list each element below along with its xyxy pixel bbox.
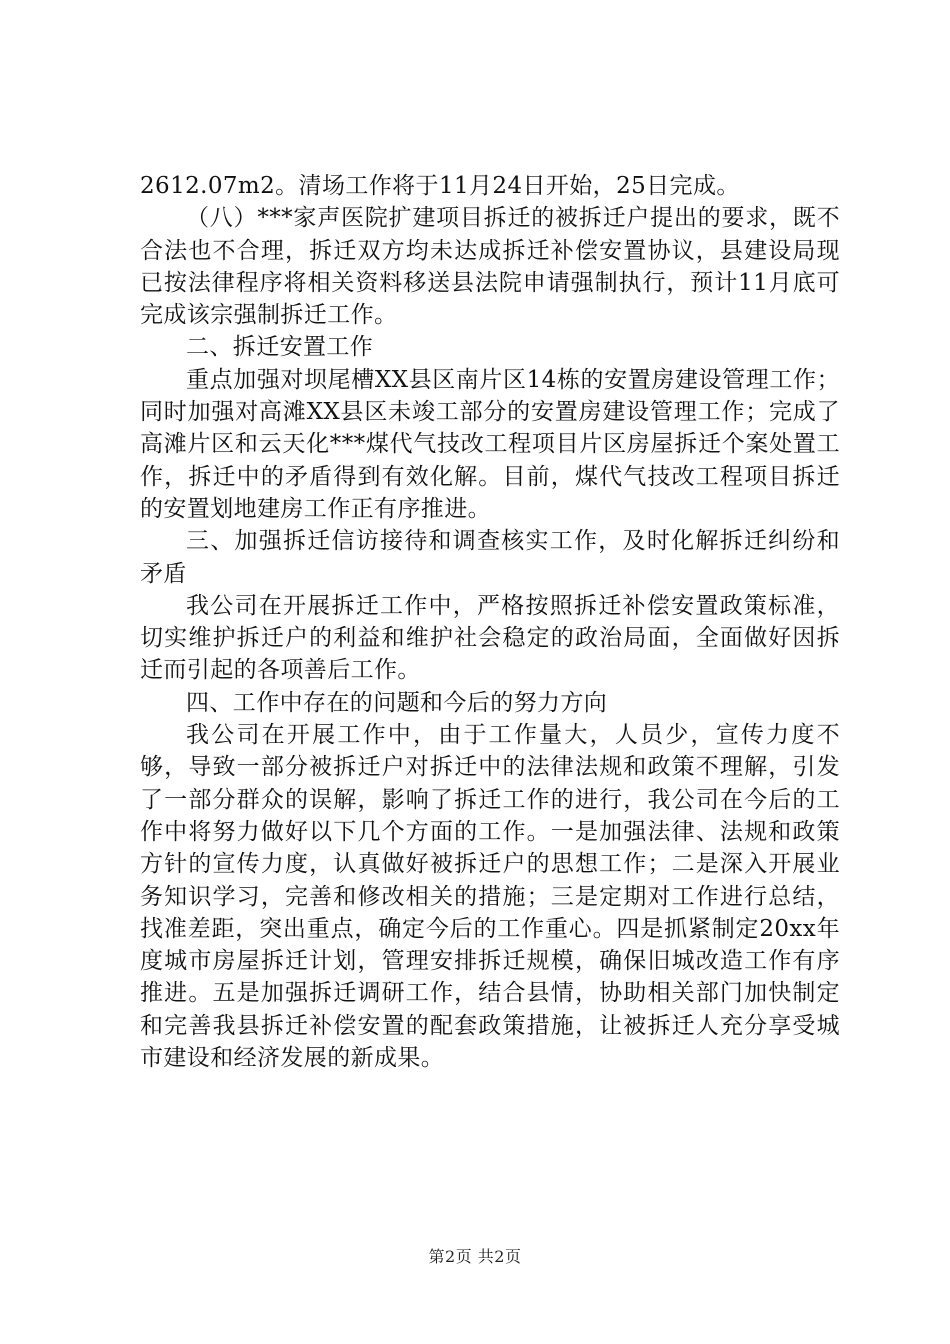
page-number-footer: 第2页 共2页: [428, 1247, 522, 1266]
section-heading-2: 二、拆迁安置工作: [186, 334, 374, 361]
paragraph-section-4: 我公司在开展工作中，由于工作量大，人员少，宣传力度不够，导致一部分被拆迁户对拆迁中的法律法规和政策不理解，引发了一部分群众的误解，影响了拆迁工作的进行，我公司在今后的工作中将努力做好以下几个方面的工作。一是加强法律、法规和政策方针的宣传力度，认真做好被拆迁户的思想工作；二是深入开展业务知识学习，完善和修改相关的措施；三是定期对工作进行总结，找准差距，突出重点，确定今后的工作重心。四是抓紧制定20xx年度城市房屋拆迁计划，管理安排拆迁规模，确保旧城改造工作有序推进。五是加强拆迁调研工作，结合县情，协助相关部门加快制定和完善我县拆迁补偿安置的配套政策措施，让被拆迁人充分享受城市建设和经济发展的新成果。: [140, 722, 840, 1072]
paragraph-section-3: 我公司在开展拆迁工作中，严格按照拆迁补偿安置政策标准，切实维护拆迁户的利益和维护社会稳定的政治局面，全面做好因拆迁而引起的各项善后工作。: [140, 592, 840, 684]
section-heading-4: 四、工作中存在的问题和今后的努力方向: [186, 689, 608, 716]
paragraph-section-2: 重点加强对坝尾槽XX县区南片区14栋的安置房建设管理工作；同时加强对高滩XX县区未竣工部分的安置房建设管理工作；完成了高滩片区和云天化***煤代气技改工程项目片区房屋拆迁个案处置工作，拆迁中的矛盾得到有效化解。目前，煤代气技改工程项目拆迁的安置划地建房工作正有序推进。: [140, 366, 840, 522]
document-body: [140, 170, 840, 1074]
section-heading-3: 三、加强拆迁信访接待和调查核实工作，及时化解拆迁纠纷和矛盾: [140, 528, 840, 587]
paragraph-continuation: 2612.07m2。清场工作将于11月24日开始，25日完成。: [140, 173, 740, 199]
paragraph-item-8: （八）***家声医院扩建项目拆迁的被拆迁户提出的要求，既不合法也不合理，拆迁双方均未达成拆迁补偿安置协议，县建设局现已按法律程序将相关资料移送县法院申请强制执行，预计11月底可完成该宗强制拆迁工作。: [140, 205, 840, 329]
